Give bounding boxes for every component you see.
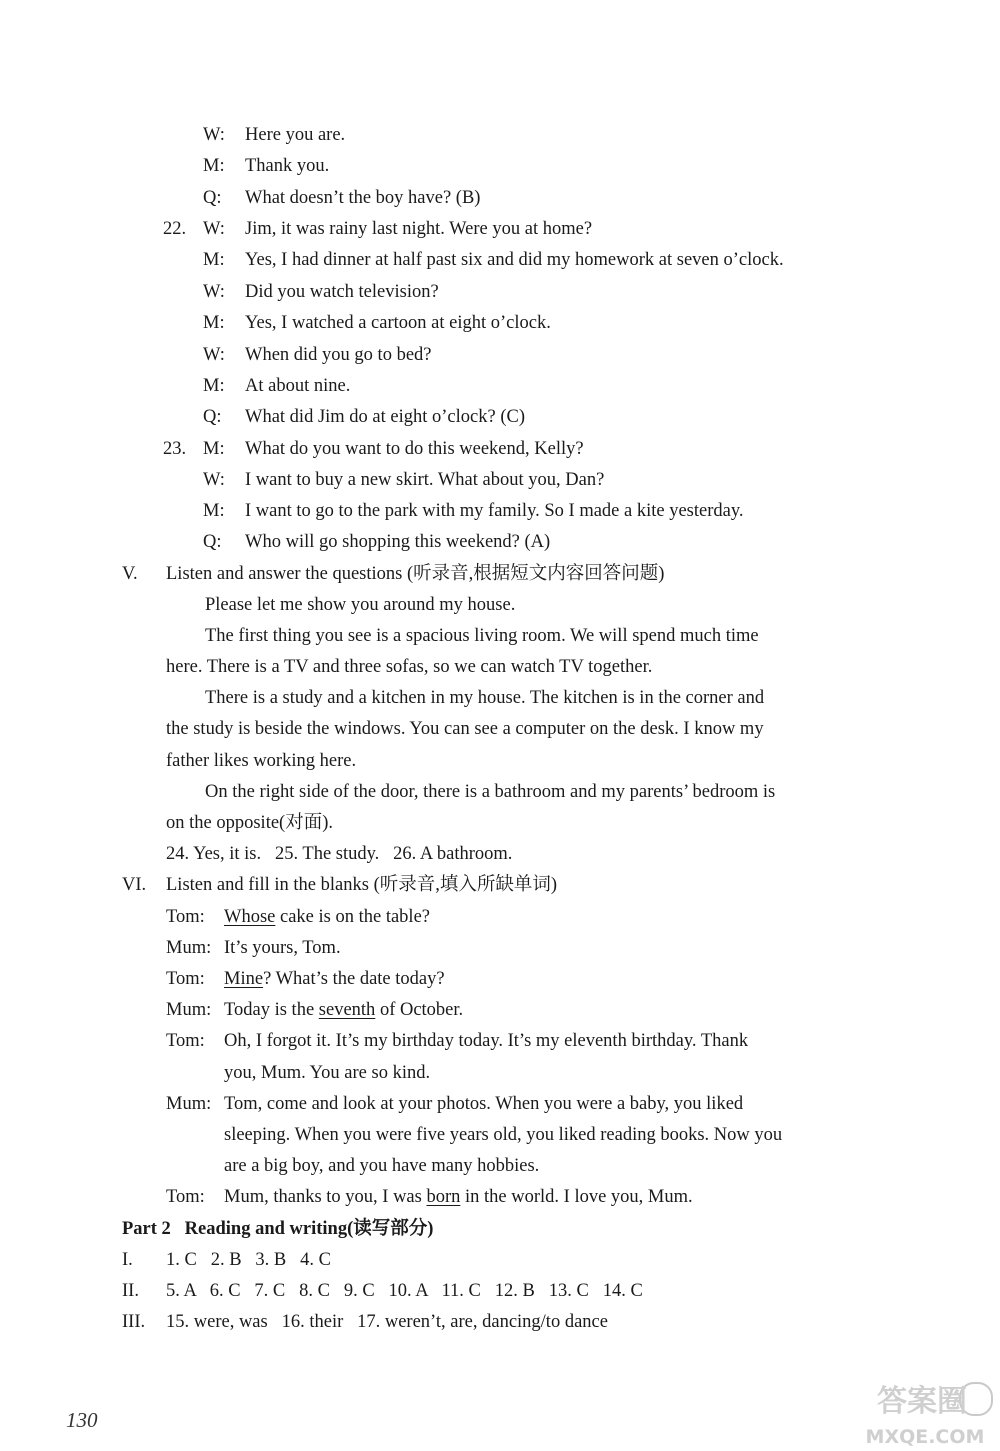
section-number: V. (122, 564, 138, 584)
utterance: Who will go shopping this weekend? (A) (245, 532, 551, 552)
utterance: in the world. I love you, Mum. (460, 1187, 693, 1207)
utterance: Tom, come and look at your photos. When you were a baby, you liked (224, 1094, 744, 1114)
utterance: Yes, I watched a cartoon at eight o’clock. (245, 313, 551, 333)
dialog-line: you, Mum. You are so kind. (224, 1063, 431, 1083)
passage-line: the study is beside the windows. You can see a computer on the desk. I know my (166, 719, 764, 739)
dialog-line (166, 1029, 748, 1053)
blank-answer: Mine (224, 969, 264, 989)
answer-row (122, 1279, 643, 1303)
passage-line: On the right side of the door, there is a bathroom and my parents’ bedroom is (205, 782, 776, 802)
answer-text: 1. C 2. B 3. B 4. C (166, 1250, 331, 1270)
utterance: Did you watch television? (245, 282, 439, 302)
speaker: M: (203, 376, 225, 396)
blank-answer: Whose (224, 907, 276, 927)
speaker: Tom: (166, 1031, 205, 1051)
dialog-line (166, 1185, 693, 1209)
watermark-logo (850, 1371, 1000, 1451)
dialog-line (166, 1092, 743, 1116)
utterance: cake is on the table? (275, 907, 430, 927)
dialog-line (203, 186, 480, 210)
section-title: Listen and fill in the blanks (166, 875, 369, 895)
speaker: Tom: (166, 907, 205, 927)
part-heading (122, 1217, 433, 1241)
dialog-line (163, 217, 592, 241)
watermark-text: 答案圈 (877, 1384, 967, 1419)
dialog-line (203, 154, 329, 178)
dialog-line (163, 437, 584, 461)
section-number: II. (122, 1281, 139, 1301)
answer-row (122, 1248, 331, 1272)
dialog-line (203, 343, 432, 367)
passage-line: here. There is a TV and three sofas, so we can watch TV together. (166, 657, 653, 677)
dialog-line (166, 967, 445, 991)
speaker: W: (203, 345, 225, 365)
part-title-cn: (读写部分) (347, 1219, 434, 1239)
section-number: III. (122, 1312, 146, 1332)
passage-line: on the opposite(对面). (166, 813, 333, 833)
utterance: What did Jim do at eight o’clock? (C) (245, 407, 525, 427)
speaker: M: (203, 156, 225, 176)
dialog-line: are a big boy, and you have many hobbies. (224, 1156, 540, 1176)
utterance: of October. (375, 1000, 464, 1020)
utterance: What do you want to do this weekend, Kelly? (245, 439, 584, 459)
speaker: Mum: (166, 1000, 212, 1020)
utterance: Here you are. (245, 125, 346, 145)
dialog-line (203, 530, 550, 554)
dialog-line (203, 499, 744, 523)
answer-row (122, 1310, 608, 1334)
speaker: Mum: (166, 1094, 212, 1114)
speaker: M: (203, 250, 225, 270)
dialog-line (203, 468, 604, 492)
dialog-line (203, 248, 784, 272)
dialog-line (166, 936, 341, 960)
dialog-line (203, 405, 525, 429)
utterance: What doesn’t the boy have? (B) (245, 188, 481, 208)
dialog-line (166, 905, 430, 929)
speaker: M: (203, 313, 225, 333)
speaker: Mum: (166, 938, 212, 958)
answer-text: 5. A 6. C 7. C 8. C 9. C 10. A 11. C 12. B 13. C 14. C (166, 1281, 643, 1301)
speaker: Q: (203, 532, 222, 552)
utterance: I want to buy a new skirt. What about you, Dan? (245, 470, 605, 490)
section-number: I. (122, 1250, 133, 1270)
passage-line: There is a study and a kitchen in my house. The kitchen is in the corner and (205, 688, 765, 708)
answer-text: 15. were, was 16. their 17. weren’t, are, dancing/to dance (166, 1312, 608, 1332)
speaker: Q: (203, 188, 222, 208)
dialog-line (203, 374, 350, 398)
speaker: W: (203, 125, 225, 145)
speaker: Tom: (166, 1187, 205, 1207)
utterance: Today is the (224, 1000, 319, 1020)
dialog-line: sleeping. When you were five years old, you liked reading books. Now you (224, 1125, 783, 1145)
speaker: M: (203, 501, 225, 521)
passage-line: father likes working here. (166, 751, 357, 771)
blank-answer: seventh (318, 1000, 376, 1020)
passage-line: Please let me show you around my house. (205, 595, 516, 615)
utterance: Thank you. (245, 156, 330, 176)
answer-line: 24. Yes, it is. 25. The study. 26. A bathroom. (166, 844, 513, 864)
passage-line: The first thing you see is a spacious living room. We will spend much time (205, 626, 759, 646)
blank-answer: born (426, 1187, 461, 1207)
section-heading (122, 873, 557, 897)
utterance: I want to go to the park with my family. So I made a kite yesterday. (245, 501, 744, 521)
dialog-line (203, 123, 345, 147)
utterance: It’s yours, Tom. (224, 938, 341, 958)
section-number: VI. (122, 875, 147, 895)
speaker: W: (203, 282, 225, 302)
speaker: Q: (203, 407, 222, 427)
watermark-url: MXQE.COM (865, 1426, 985, 1448)
utterance: Jim, it was rainy last night. Were you at home? (245, 219, 593, 239)
dialog-line (203, 311, 551, 335)
utterance: When did you go to bed? (245, 345, 432, 365)
section-title-cn: (听录音,根据短文内容回答问题) (406, 564, 665, 584)
section-title: Listen and answer the questions (166, 564, 403, 584)
question-number: 23. (163, 439, 187, 459)
speaker: Tom: (166, 969, 205, 989)
dialog-line (203, 280, 439, 304)
utterance: Oh, I forgot it. It’s my birthday today. It’s my eleventh birthday. Thank (224, 1031, 749, 1051)
question-number: 22. (163, 219, 187, 239)
page-number: 130 (66, 1408, 98, 1432)
utterance: Mum, thanks to you, I was (224, 1187, 427, 1207)
speaker: W: (203, 219, 225, 239)
speaker: M: (203, 439, 225, 459)
speaker: W: (203, 470, 225, 490)
utterance: At about nine. (245, 376, 351, 396)
utterance: ? What’s the date today? (263, 969, 445, 989)
section-heading (122, 562, 664, 586)
utterance: Yes, I had dinner at half past six and did my homework at seven o’clock. (245, 250, 784, 270)
part-title: Part 2 Reading and writing (122, 1219, 348, 1239)
dialog-line (166, 998, 463, 1022)
section-title-cn: (听录音,填入所缺单词) (373, 875, 558, 895)
